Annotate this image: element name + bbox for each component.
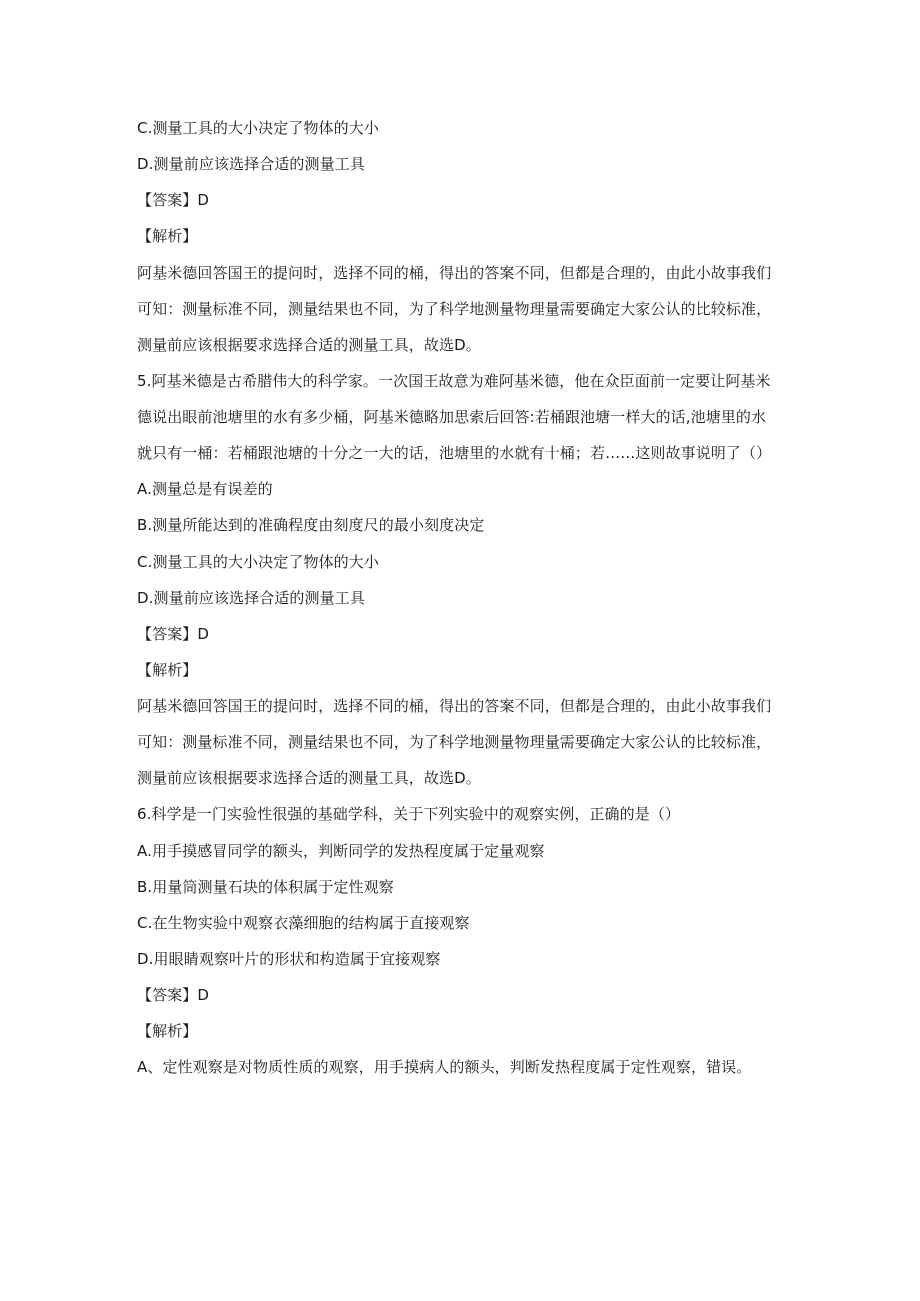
analysis-text-q6-line1: A、定性观察是对物质性质的观察，用手摸病人的额头，判断发热程度属于定性观察，错误。: [137, 1058, 752, 1076]
option-d-q6: D.用眼睛观察叶片的形状和构造属于宜接观察: [137, 950, 441, 968]
analysis-text-q5-line1: 阿基米德回答国王的提问时，选择不同的桶，得出的答案不同，但都是合理的，由此小故事我们: [137, 697, 772, 715]
question-5-line1: 5.阿基米德是古希腊伟大的科学家。一次国王故意为难阿基米德，他在众臣面前一定要让阿基米: [137, 372, 771, 390]
option-d-q4: D.测量前应该选择合适的测量工具: [137, 155, 365, 173]
option-c-q6: C.在生物实验中观察衣藻细胞的结构属于直接观察: [137, 914, 470, 932]
question-6: 6.科学是一门实验性很强的基础学科，关于下列实验中的观察实例，正确的是（）: [137, 805, 681, 823]
analysis-heading-q4: 【解析】: [137, 227, 198, 245]
analysis-text-q5-line3: 测量前应该根据要求选择合适的测量工具，故选D。: [137, 769, 481, 787]
question-5-line2: 德说出眼前池塘里的水有多少桶，阿基米德略加思索后回答:若桶跟池塘一样大的话,池塘里的水: [137, 408, 767, 426]
option-d-q5: D.测量前应该选择合适的测量工具: [137, 589, 365, 607]
analysis-text-q4-line1: 阿基米德回答国王的提问时，选择不同的桶，得出的答案不同，但都是合理的，由此小故事我们: [137, 264, 772, 282]
option-c-q5: C.测量工具的大小决定了物体的大小: [137, 553, 379, 571]
question-5-line3: 就只有一桶：若桶跟池塘的十分之一大的话，池塘里的水就有十桶；若……这则故事说明了（）: [137, 444, 772, 462]
analysis-text-q4-line2: 可知：测量标准不同，测量结果也不同，为了科学地测量物理量需要确定大家公认的比较标准，: [137, 300, 772, 318]
option-a-q6: A.用手摸感冒同学的额头，判断同学的发热程度属于定量观察: [137, 842, 545, 860]
option-a-q5: A.测量总是有误差的: [137, 480, 273, 498]
option-c-q4: C.测量工具的大小决定了物体的大小: [137, 119, 379, 137]
option-b-q5: B.测量所能达到的准确程度由刻度尺的最小刻度决定: [137, 516, 485, 534]
analysis-text-q4-line3: 测量前应该根据要求选择合适的测量工具，故选D。: [137, 336, 481, 354]
option-b-q6: B.用量筒测量石块的体积属于定性观察: [137, 878, 394, 896]
answer-q5: 【答案】D: [137, 625, 210, 643]
answer-q4: 【答案】D: [137, 191, 210, 209]
answer-q6: 【答案】D: [137, 986, 210, 1004]
analysis-heading-q5: 【解析】: [137, 661, 198, 679]
analysis-heading-q6: 【解析】: [137, 1022, 198, 1040]
analysis-text-q5-line2: 可知：测量标准不同，测量结果也不同，为了科学地测量物理量需要确定大家公认的比较标准，: [137, 733, 772, 751]
